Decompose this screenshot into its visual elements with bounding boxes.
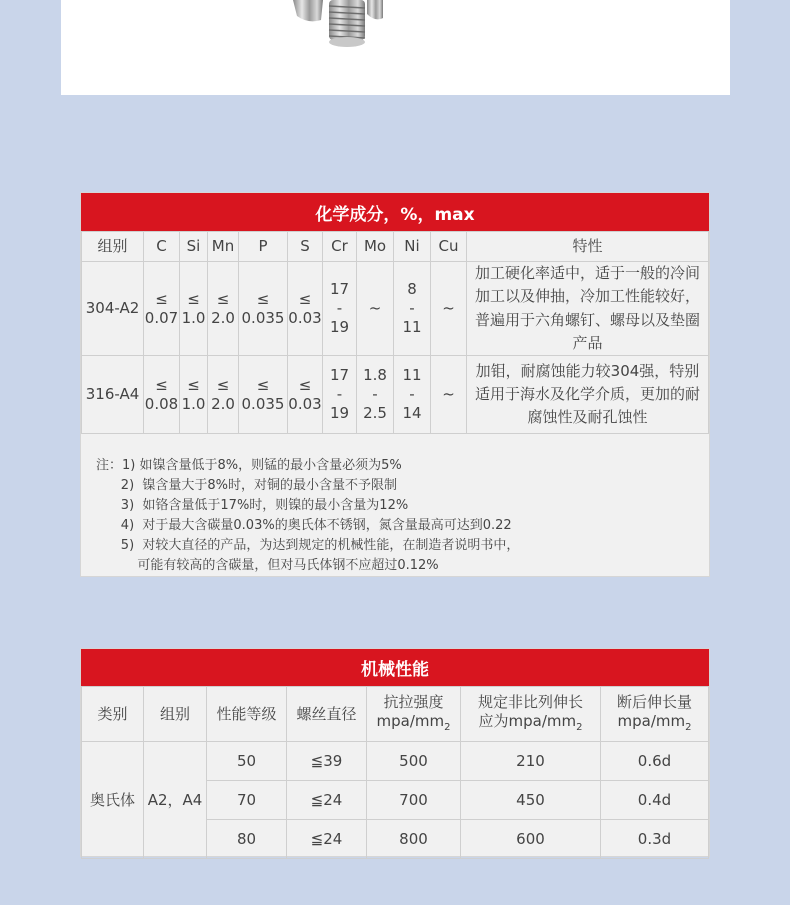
col-header-cr: Cr bbox=[323, 232, 357, 262]
cr-cell: 17 - 19 bbox=[323, 356, 357, 434]
table-row bbox=[82, 742, 709, 781]
si-cell: ≤ 1.0 bbox=[180, 356, 208, 434]
s-cell: ≤ 0.03 bbox=[288, 262, 323, 356]
col-header-s: S bbox=[288, 232, 323, 262]
mechanical-properties-panel bbox=[80, 648, 710, 857]
note-line: 5) 对较大直径的产品，为达到规定的机械性能，在制造者说明书中， bbox=[96, 538, 520, 553]
col-header-elongation: 断后伸长量 mpa/$mm_2$ bbox=[601, 687, 709, 742]
col-header-grade: 性能等级 bbox=[207, 687, 287, 742]
yield-cell: 210 bbox=[461, 742, 601, 781]
grade-cell: 80 bbox=[207, 820, 287, 859]
ni-cell: 8 - 11 bbox=[394, 262, 431, 356]
note-line: 注：1) 如镍含量低于8%，则锰的最小含量必须为5% bbox=[96, 458, 402, 473]
s-cell: ≤ 0.03 bbox=[288, 356, 323, 434]
elongation-cell: 0.6d bbox=[601, 742, 709, 781]
col-header-ni: Ni bbox=[394, 232, 431, 262]
cu-cell: ~ bbox=[431, 356, 467, 434]
c-cell: ≤ 0.08 bbox=[144, 356, 180, 434]
col-header-group: 组别 bbox=[144, 687, 207, 742]
c-cell: ≤ 0.07 bbox=[144, 262, 180, 356]
tensile-cell: 700 bbox=[367, 781, 461, 820]
mo-cell: 1.8 - 2.5 bbox=[357, 356, 394, 434]
col-header-type: 类别 bbox=[82, 687, 144, 742]
product-photo-strip bbox=[61, 0, 730, 95]
yield-cell: 600 bbox=[461, 820, 601, 859]
chem-notes bbox=[81, 434, 709, 594]
mo-cell: ~ bbox=[357, 262, 394, 356]
chem-header-row bbox=[82, 232, 709, 262]
chemical-composition-panel bbox=[80, 192, 710, 577]
elongation-cell: 0.4d bbox=[601, 781, 709, 820]
diameter-cell: ≦24 bbox=[287, 781, 367, 820]
note-line: 3) 如铬含量低于17%时，则镍的最小含量为12% bbox=[96, 498, 409, 513]
yield-cell: 450 bbox=[461, 781, 601, 820]
col-header-group: 组别 bbox=[82, 232, 144, 262]
mech-header-row bbox=[82, 687, 709, 742]
cu-cell: ~ bbox=[431, 262, 467, 356]
note-line: 4) 对于最大含碳量0.03%的奥氏体不锈钢，氮含量最高可达到0.22 bbox=[96, 518, 512, 533]
group-cell: 304-A2 bbox=[82, 262, 144, 356]
col-header-mn: Mn bbox=[208, 232, 239, 262]
col-header-p: P bbox=[239, 232, 288, 262]
chem-table bbox=[81, 231, 709, 434]
mn-cell: ≤ 2.0 bbox=[208, 262, 239, 356]
tensile-cell: 500 bbox=[367, 742, 461, 781]
screw-image bbox=[293, 0, 383, 48]
table-row bbox=[82, 356, 709, 434]
note-line: 2) 镍含量大于8%时，对铜的最小含量不予限制 bbox=[96, 478, 398, 493]
col-header-mo: Mo bbox=[357, 232, 394, 262]
cr-cell: 17 - 19 bbox=[323, 262, 357, 356]
note-line: 可能有较高的含碳量，但对马氏体钢不应超过0.12% bbox=[96, 558, 439, 573]
type-cell: 奥氏体 bbox=[82, 742, 144, 859]
col-header-si: Si bbox=[180, 232, 208, 262]
col-header-properties: 特性 bbox=[467, 232, 709, 262]
diameter-cell: ≦39 bbox=[287, 742, 367, 781]
properties-cell: 加钼，耐腐蚀能力较304强，特别适用于海水及化学介质，更加的耐腐蚀性及耐孔蚀性 bbox=[467, 356, 709, 434]
elongation-cell: 0.3d bbox=[601, 820, 709, 859]
mn-cell: ≤ 2.0 bbox=[208, 356, 239, 434]
col-header-diameter: 螺丝直径 bbox=[287, 687, 367, 742]
col-header-yield: 规定非比列伸长 应为mpa/$mm_2$ bbox=[461, 687, 601, 742]
properties-cell: 加工硬化率适中，适于一般的冷间加工以及伸抽，冷加工性能较好，普遍用于六角螺钉、螺母以及垫圈产品 bbox=[467, 262, 709, 356]
group-cell: A2，A4 bbox=[144, 742, 207, 859]
col-header-tensile: 抗拉强度 mpa/$mm_2$ bbox=[367, 687, 461, 742]
group-cell: 316-A4 bbox=[82, 356, 144, 434]
p-cell: ≤ 0.035 bbox=[239, 356, 288, 434]
ni-cell: 11 - 14 bbox=[394, 356, 431, 434]
mech-title: 机械性能 bbox=[81, 649, 709, 686]
tensile-cell: 800 bbox=[367, 820, 461, 859]
diameter-cell: ≦24 bbox=[287, 820, 367, 859]
chem-title: 化学成分，%，max bbox=[81, 193, 709, 231]
grade-cell: 70 bbox=[207, 781, 287, 820]
col-header-c: C bbox=[144, 232, 180, 262]
si-cell: ≤ 1.0 bbox=[180, 262, 208, 356]
table-row bbox=[82, 262, 709, 356]
col-header-cu: Cu bbox=[431, 232, 467, 262]
grade-cell: 50 bbox=[207, 742, 287, 781]
mech-table bbox=[81, 686, 709, 859]
p-cell: ≤ 0.035 bbox=[239, 262, 288, 356]
